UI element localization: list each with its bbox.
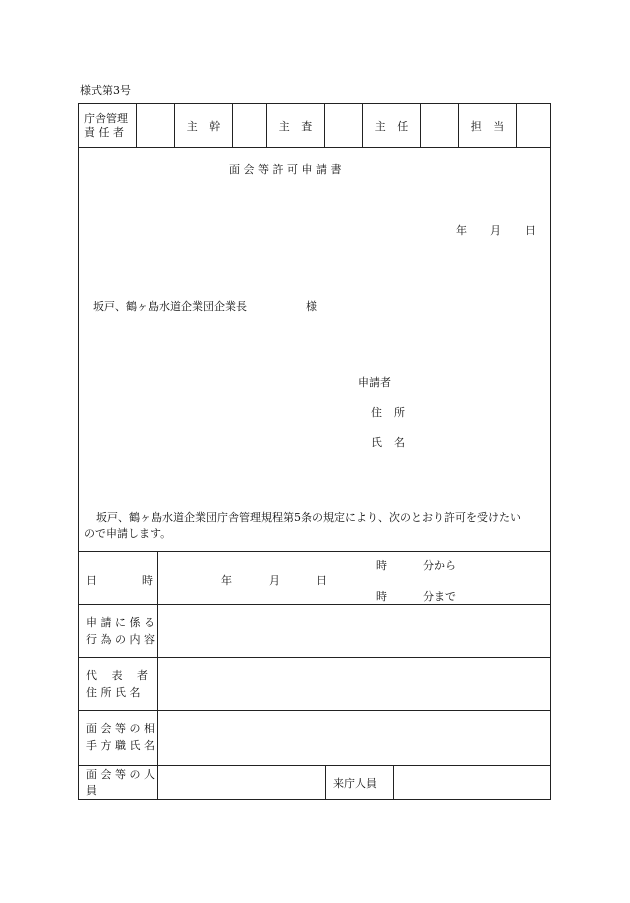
- representative-line-1: 代 表 者: [86, 669, 148, 682]
- act-content-line-2: 行 為 の 内 容: [86, 633, 155, 646]
- date-day: 日: [525, 224, 536, 237]
- officer-char-2: 任: [397, 119, 409, 133]
- counterpart-line-2: 手 方 職 氏 名: [86, 739, 155, 752]
- applicant-name-char-2: 名: [394, 436, 405, 449]
- representative-field[interactable]: [158, 658, 550, 710]
- datetime-month: 月: [269, 574, 280, 587]
- addressee-name: 坂戸、鶴ヶ島水道企業団企業長: [93, 300, 247, 313]
- column-divider: [325, 765, 326, 800]
- form-number: 様式第3号: [80, 84, 131, 97]
- applicant-address-char-1: 住: [371, 406, 382, 419]
- application-body: [78, 147, 551, 552]
- document-title: 面 会 等 許 可 申 請 書: [229, 163, 342, 176]
- persons-label: [86, 767, 155, 799]
- inspector-char-1: 主: [278, 119, 290, 133]
- persons-field[interactable]: [158, 766, 325, 800]
- charge-char-1: 担: [470, 119, 482, 133]
- datetime-label-a: 日: [86, 574, 97, 587]
- counterpart-field[interactable]: [158, 711, 550, 765]
- officer-stamp-cell[interactable]: [421, 104, 459, 147]
- charge-stamp-cell[interactable]: [517, 104, 550, 147]
- act-content-field[interactable]: [158, 605, 550, 657]
- responsible-cell: [79, 104, 137, 147]
- representative-line-2: 住 所 氏 名: [86, 686, 141, 699]
- datetime-hour-from: 時: [376, 559, 387, 572]
- chief-char-2: 幹: [209, 119, 221, 133]
- charge-label-cell: [459, 104, 517, 147]
- applicant-name-char-1: 氏: [371, 436, 382, 449]
- datetime-from-label: 分から: [423, 559, 456, 572]
- representative-label: [86, 667, 148, 701]
- officer-label-cell: [363, 104, 421, 147]
- inspector-char-2: 査: [301, 119, 313, 133]
- date-month: 月: [490, 224, 501, 237]
- statement-line-2: ので申請します。: [84, 527, 172, 540]
- statement-line-1: 坂戸、鶴ヶ島水道企業団庁舎管理規程第5条の規定により、次のとおり許可を受けたい: [96, 511, 521, 524]
- inspector-stamp-cell[interactable]: [325, 104, 363, 147]
- datetime-label-b: 時: [142, 574, 153, 587]
- counterpart-label: [86, 720, 155, 754]
- chief-label-cell: [175, 104, 233, 147]
- persons-line-2: 員: [86, 784, 97, 797]
- responsible-stamp-cell[interactable]: [137, 104, 175, 147]
- chief-stamp-cell[interactable]: [233, 104, 267, 147]
- addressee-honorific: 様: [306, 300, 317, 313]
- act-content-label: [86, 614, 155, 648]
- date-year: 年: [456, 224, 467, 237]
- applicant-label: 申請者: [358, 376, 391, 389]
- persons-line-1: 面 会 等 の 人: [86, 768, 155, 781]
- applicant-address-char-2: 所: [394, 406, 405, 419]
- officer-char-1: 主: [374, 119, 386, 133]
- counterpart-line-1: 面 会 等 の 相: [86, 722, 155, 735]
- datetime-until-label: 分まで: [423, 590, 456, 603]
- charge-char-2: 当: [493, 119, 505, 133]
- chief-char-1: 主: [186, 119, 198, 133]
- datetime-year: 年: [221, 574, 232, 587]
- responsible-label-line2: 責 任 者: [84, 125, 124, 139]
- visitors-field[interactable]: [394, 766, 550, 800]
- datetime-hour-until: 時: [376, 590, 387, 603]
- approval-stamp-table: [78, 103, 551, 148]
- responsible-label-line1: 庁舎管理: [84, 111, 128, 125]
- datetime-day: 日: [316, 574, 327, 587]
- visitors-label: 来庁人員: [333, 777, 377, 790]
- act-content-line-1: 申 請 に 係 る: [86, 616, 155, 629]
- inspector-label-cell: [267, 104, 325, 147]
